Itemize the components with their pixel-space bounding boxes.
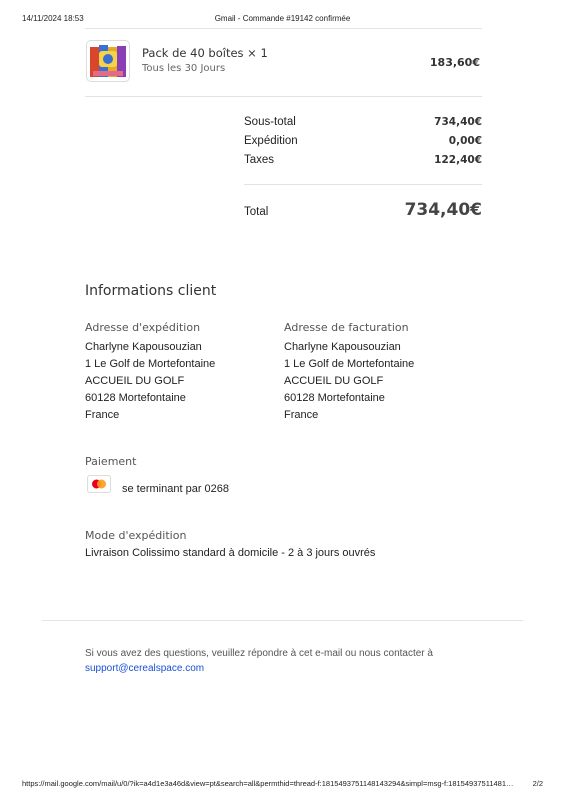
subtotal-value: 734,40€ [434, 116, 482, 128]
subtotal-row [244, 116, 482, 132]
product-divider [85, 96, 482, 97]
billing-address-line: 1 Le Golf de Mortefontaine [284, 358, 415, 370]
product-image [86, 40, 130, 82]
taxes-row [244, 154, 482, 170]
billing-address-heading: Adresse de facturation [284, 321, 409, 334]
contact-text: Si vous avez des questions, veuillez répondre à cet e-mail ou nous contacter à [85, 648, 433, 659]
print-title: Gmail - Commande #19142 confirmée [214, 14, 351, 23]
total-label: Total [244, 206, 269, 218]
total-value: 734,40€ [404, 200, 482, 220]
support-email-link[interactable]: support@cerealspace.com [85, 663, 205, 674]
shipping-method-heading: Mode d'expédition [85, 529, 187, 542]
mastercard-icon [87, 475, 111, 493]
shipping-address-line: 1 Le Golf de Mortefontaine [85, 358, 216, 370]
product-subtitle: Tous les 30 Jours [142, 63, 226, 74]
shipping-value: 0,00€ [448, 135, 482, 147]
shipping-address-line: 60128 Mortefontaine [85, 392, 186, 404]
payment-heading: Paiement [85, 455, 137, 468]
shipping-label: Expédition [244, 135, 298, 147]
shipping-address-heading: Adresse d'expédition [85, 321, 201, 334]
product-name: Pack de 40 boîtes × 1 [142, 46, 268, 60]
summary-divider [244, 184, 482, 185]
print-url: https://mail.google.com/mail/u/0/?ik=a4d1e3a46d&view=pt&search=all&permthid=thread-f:1815493751148143294&simpl=msg-f:18154937511481… [22, 779, 514, 788]
billing-address-line: Charlyne Kapousouzian [284, 341, 401, 353]
shipping-address-line: Charlyne Kapousouzian [85, 341, 202, 353]
billing-address-line: 60128 Mortefontaine [284, 392, 385, 404]
print-datetime: 14/11/2024 18:53 [22, 14, 84, 23]
print-header [22, 14, 543, 26]
shipping-method-text: Livraison Colissimo standard à domicile - 2 à 3 jours ouvrés [85, 547, 376, 559]
footer-divider [42, 620, 523, 621]
payment-text: se terminant par 0268 [122, 483, 230, 495]
top-divider [85, 28, 482, 29]
product-price: 183,60€ [429, 56, 480, 69]
billing-address-line: France [284, 409, 319, 421]
shipping-row [244, 135, 482, 151]
taxes-label: Taxes [244, 154, 275, 166]
customer-info-title: Informations client [85, 283, 217, 299]
subtotal-label: Sous-total [244, 116, 296, 128]
shipping-address-line: ACCUEIL DU GOLF [85, 375, 185, 387]
shipping-address-line: France [85, 409, 120, 421]
taxes-value: 122,40€ [434, 154, 482, 166]
billing-address-line: ACCUEIL DU GOLF [284, 375, 384, 387]
page-number: 2/2 [532, 779, 543, 788]
